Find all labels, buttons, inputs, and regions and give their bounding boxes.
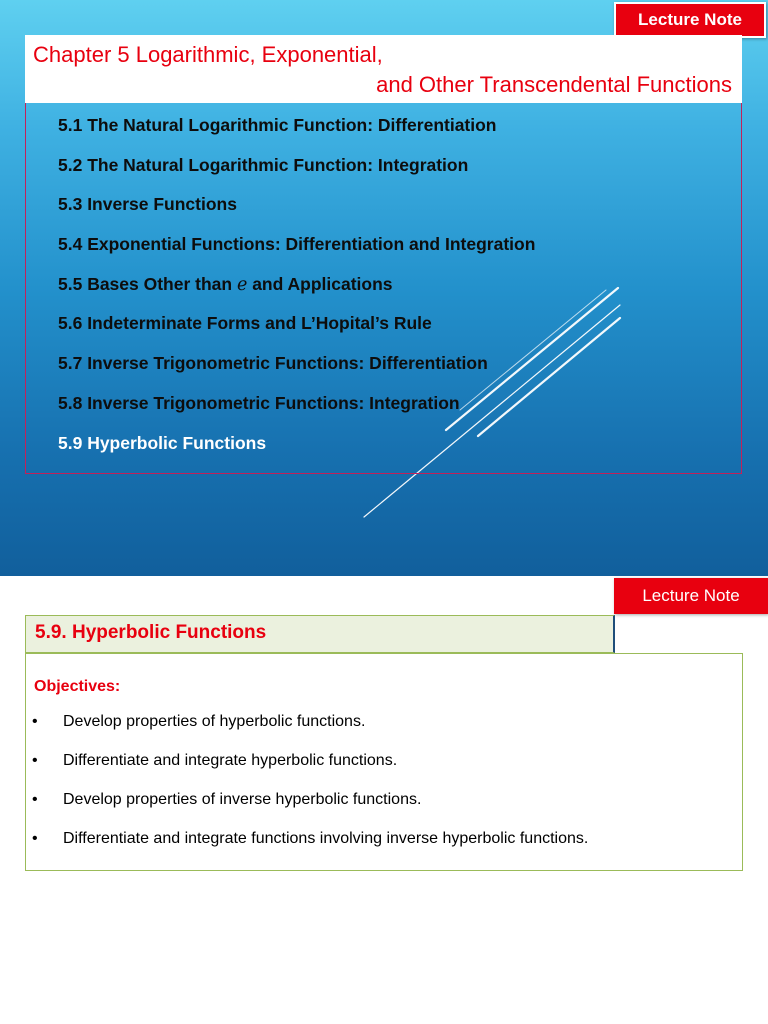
section-title: 5.9. Hyperbolic Functions xyxy=(35,622,267,643)
section-header xyxy=(25,615,615,653)
objective-item xyxy=(32,827,588,866)
toc-item: 5.7 Inverse Trigonometric Functions: Differentiation xyxy=(58,353,488,374)
toc-item: 5.2 The Natural Logarithmic Function: Integration xyxy=(58,154,469,175)
toc-item: 5.4 Exponential Functions: Differentiation and Integration xyxy=(58,234,536,255)
table-of-contents xyxy=(58,113,535,470)
bullet-icon: • xyxy=(32,830,38,847)
lecture-note-badge: Lecture Note xyxy=(614,578,768,614)
objective-item xyxy=(32,749,588,788)
objective-text: Develop properties of inverse hyperbolic functions. xyxy=(63,791,422,808)
table-of-contents-box xyxy=(25,103,742,474)
objectives-label: Objectives: xyxy=(34,678,121,695)
toc-item-text: and Applications xyxy=(247,273,393,294)
toc-item: 5.6 Indeterminate Forms and L’Hopital’s Rule xyxy=(58,313,432,334)
bullet-icon: • xyxy=(32,752,38,769)
objective-item xyxy=(32,710,588,749)
toc-item: 5.9 Hyperbolic Functions xyxy=(58,432,267,453)
chapter-title-line1: Chapter 5 Logarithmic, Exponential, xyxy=(33,42,383,67)
toc-item: 5.8 Inverse Trigonometric Functions: Integration xyxy=(58,392,460,413)
objectives-list xyxy=(32,710,588,866)
lecture-note-badge: Lecture Note xyxy=(614,2,766,38)
chapter-title-box xyxy=(25,35,742,103)
chapter-title-line2: and Other Transcendental Functions xyxy=(376,72,732,97)
objective-text: Develop properties of hyperbolic functions. xyxy=(63,713,366,730)
bullet-icon: • xyxy=(32,791,38,808)
objective-text: Differentiate and integrate hyperbolic functions. xyxy=(63,752,398,769)
toc-item-text: 5.5 Bases Other than xyxy=(58,273,237,294)
objective-item xyxy=(32,788,588,827)
toc-item: 5.1 The Natural Logarithmic Function: Differentiation xyxy=(58,115,497,135)
toc-item-math-symbol: e xyxy=(236,274,248,295)
objective-text: Differentiate and integrate functions involving inverse hyperbolic functions. xyxy=(63,830,589,847)
toc-item xyxy=(58,272,535,312)
bullet-icon: • xyxy=(32,713,38,730)
toc-item: 5.3 Inverse Functions xyxy=(58,194,237,215)
section-slide xyxy=(0,576,768,1024)
objectives-box xyxy=(25,653,743,871)
